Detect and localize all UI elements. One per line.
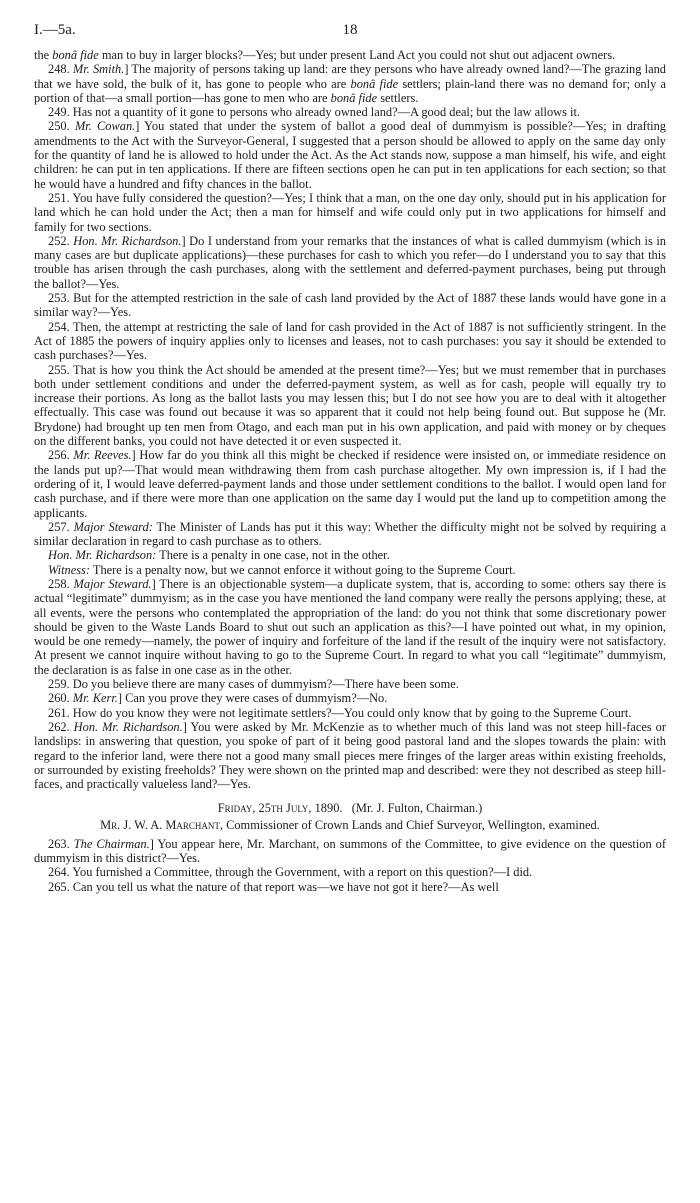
text-run: ] How far do you think all this might be checked if residence were insisted on, or immediate residence on the lands put up?—That would mean withdrawing them from cash purchase altogether. My own impression is, if I had the ordering of it, I would leave deferred-payment lands and those under settlement conditions to the ballot. I would open land for cash purchase, and if there were more than one application on the same day I would put the land up to competition among the applicants. [34, 448, 666, 520]
paragraph-p257a [34, 548, 666, 562]
text-run: 249. Has not a quantity of it gone to persons who already owned land?—A good deal; but the law allows it. [48, 105, 581, 120]
text-run: 264. You furnished a Committee, through the Government, with a report on this question?—I did. [48, 865, 533, 880]
paragraph-p261 [34, 706, 666, 720]
text-run: ] There is an objectionable system—a duplicate system, that is, according to some: others say there is actual “legitimate” dummyism; as in the case you have mentioned the land company were really the persons applying; these, at all events, were the persons who contemplated the appropriation of the land: do you not think that some discretionary power should be given to the Waste Lands Board to shut out such an application as this?—I have pointed out what, in my opinion, would be one remedy—namely, the power of inquiry and forfeiture of the land if the result of the inquiry were not satisfactory. At present we cannot inquire without having to go to the Supreme Court. In regard to what you call “legitimate” dummyism, the declaration is as false in one case as in the other. [34, 576, 666, 677]
paragraph-p250 [34, 119, 666, 190]
italic-run: The Chairman. [73, 836, 150, 851]
session-heading [34, 801, 666, 815]
evidence-section-continued [34, 837, 666, 894]
page-header [34, 22, 666, 48]
text-run: ] You stated that under the system of ballot a good deal of dummyism is possible?—Yes; in drafting amendments to the Act with the Surveyor-General, I suggested that a person should be allowed to apply on the same day only for the quantity of land he is allowed to hold under the Act. As the Act stands now, suppose a man himself, his wife, and eight children: he can put in ten applications. If there are fifteen sections open he can put in ten applications for each section; so that he would have a hundred and fifty chances in the ballot. [34, 119, 667, 191]
text-run: 262. [48, 719, 74, 734]
paragraph-p256 [34, 448, 666, 519]
session-day: Friday, 25th July, 1890. [217, 801, 343, 816]
paragraph-p259 [34, 677, 666, 691]
text-run: 257. [48, 519, 74, 534]
paragraph-p255 [34, 363, 666, 449]
italic-run: bonâ fide [52, 48, 99, 62]
paragraph-p248 [34, 62, 666, 105]
text-run: settlers; plain-land there was no demand for; only a portion of that—a small portion—has gone to men who are [34, 76, 666, 105]
text-run: 250. [48, 119, 75, 134]
text-run: the [34, 48, 53, 62]
text-run: ] You appear here, Mr. Marchant, on summons of the Committee, to give evidence on the question of dummyism in this district?—Yes. [34, 836, 667, 866]
text-run: man to buy in larger blocks?—Yes; but under present Land Act you could not shut out adjacent owners. [98, 48, 616, 62]
evidence-section [34, 48, 666, 791]
text-run: ] Do I understand from your remarks that the instances of what is called dummyism (which is in many cases are but duplicate applications)—these purchases for cash to which you refer—do I understand you to say that this trouble has arisen through the cash purchases, along with the settlement and deferred-payment purchases, being put through the ballot?—Yes. [34, 233, 666, 291]
text-run: 260. [48, 691, 73, 706]
italic-run: Hon. Mr. Richardson. [73, 719, 183, 734]
paragraph-p258 [34, 577, 666, 677]
italic-run: Mr. Reeves. [73, 448, 132, 463]
italic-run: Major Steward. [73, 576, 152, 591]
paragraph-p257b [34, 563, 666, 577]
text-run: 261. How do you know they were not legitimate settlers?—You could only know that by going to the Supreme Court. [48, 705, 632, 720]
paragraph-p252 [34, 234, 666, 291]
paragraph-p260 [34, 691, 666, 705]
page-number: 18 [342, 22, 358, 38]
italic-run: Hon. Mr. Richardson: [48, 548, 157, 563]
italic-run: Mr. Smith. [72, 62, 125, 77]
text-run: ] The majority of persons taking up land: are they persons who have already owned land?—The grazing land that we have sold, the bulk of it, has gone to people who are [34, 62, 666, 91]
text-run: ] You were asked by Mr. McKenzie as to whether much of this land was not steep hill-faces or landslips: in answering that question, you spoke of part of it being good pastoral land and the slopes towards the plain: with regard to the inferior land, were there not a good many small pieces mere fringes of the larger areas within existing freeholds, or surrounded by existing freeholds? They were shown on the printed map and described: were they not described as steep hill-faces, and practically valueless land?—Yes. [34, 719, 666, 792]
document-reference: I.—5a. [34, 22, 76, 38]
italic-run: bonâ fide [330, 90, 378, 105]
paragraph-p251 [34, 191, 666, 234]
paragraph-p265 [34, 880, 666, 894]
paragraph-p253 [34, 291, 666, 320]
text-run: 265. Can you tell us what the nature of that report was—we have not got it here?—As well [48, 879, 499, 894]
paragraph-p257 [34, 520, 666, 549]
text-run: settlers. [377, 90, 419, 105]
italic-run: Mr. Kerr. [72, 691, 118, 706]
italic-run: Hon. Mr. Richardson. [73, 233, 182, 248]
paragraph-p249 [34, 105, 666, 119]
text-run: ] Can you prove they were cases of dummyism?—No. [117, 691, 388, 706]
italic-run: Mr. Cowan. [74, 119, 136, 134]
document-body [34, 48, 666, 894]
italic-run: bonâ fide [350, 76, 399, 91]
text-run: 255. That is how you think the Act should be amended at the present time?—Yes; but we must remember that in purchases both under settlement conditions and under the deferred-payment system, as well as for cash, people will equally try to increase their portions. As long as the ballot lasts you may lessen this; but I do not see how you are to deal with it altogether effectually. This case was found out because it was so apparent that it could not help being found out. But suppose he (Mr. Brydone) had brought up ten men from Otago, and each man put in his own application, and paid with money or by cheques on the different banks, you could not have detected it or even suspected it. [34, 362, 666, 449]
paragraph-p0 [34, 48, 666, 62]
paragraph-p262 [34, 720, 666, 791]
text-run: 253. But for the attempted restriction in the sale of cash land provided by the Act of 1887 these lands would have gone in a similar way?—Yes. [34, 291, 666, 320]
text-run: 252. [48, 233, 74, 248]
italic-run: Major Steward: [73, 519, 153, 534]
session-chair: (Mr. J. Fulton, Chairman.) [351, 801, 483, 816]
text-run: 248. [48, 62, 73, 77]
paragraph-p263 [34, 837, 666, 866]
witness-line [34, 818, 666, 833]
text-run: 251. You have fully considered the question?—Yes; I think that a man, on the one day only, should put in his application for land which he can hold under the Act; then a man for himself and wife could only put in two applications for himself and family for two sections. [34, 190, 666, 234]
text-run: 263. [48, 836, 74, 851]
text-run: 259. Do you believe there are many cases of dummyism?—There have been some. [48, 677, 459, 692]
text-run: There is a penalty now, but we cannot enforce it without going to the Supreme Court. [90, 562, 516, 577]
paragraph-p254 [34, 320, 666, 363]
text-run: The Minister of Lands has put it this way: Whether the difficulty might not be solved by requiring a similar declaration in regard to cash purchase as to others. [34, 519, 667, 549]
italic-run: Witness: [48, 562, 90, 577]
text-run: 254. Then, the attempt at restricting the sale of land for cash provided in the Act of 1887 is not sufficiently stringent. In the Act of 1885 the powers of inquiry applies only to licenses and leases, not to cash purchases: you say it should be extended to cash purchases?—Yes. [34, 319, 666, 363]
text-run: 258. [48, 576, 74, 591]
text-run: There is a penalty in one case, not in the other. [156, 548, 390, 563]
witness-role: , Commissioner of Crown Lands and Chief Surveyor, Wellington, examined. [219, 817, 600, 832]
paragraph-p264 [34, 865, 666, 879]
witness-name: Mr. J. W. A. Marchant [100, 817, 220, 832]
text-run: 256. [48, 448, 74, 463]
